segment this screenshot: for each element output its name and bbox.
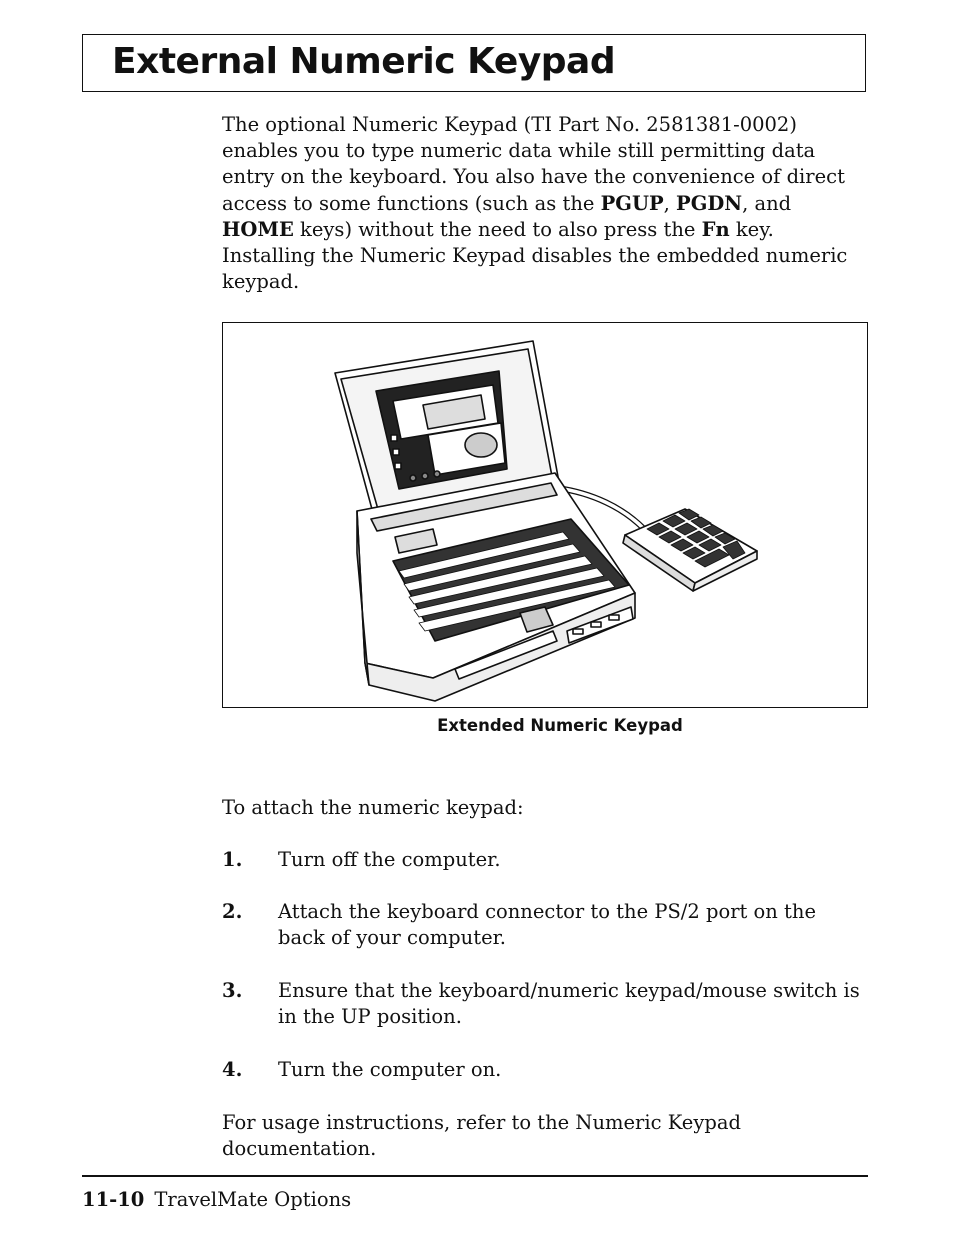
intro-text-4: keys) without the need to also press the [293,217,702,241]
intro-paragraph [222,112,868,295]
key-pgup: PGUP [600,191,664,215]
title-box [82,34,866,92]
intro-text-5: key. Installing the Numeric Keypad disables the embedded numeric keypad. [222,217,848,294]
footer-rule [82,1175,868,1177]
key-home: HOME [222,217,294,241]
step-text: Turn off the computer. [278,848,501,871]
laptop-with-external-keypad-illustration [223,323,867,707]
key-fn: Fn [701,217,730,241]
outro-paragraph: For usage instructions, refer to the Numeric Keypad documentation. [222,1111,741,1161]
attach-lead: To attach the numeric keypad: [222,796,524,819]
intro-text-2: , [663,191,677,215]
step-text: Turn the computer on. [278,1058,502,1081]
step-text: Attach the keyboard connector to the PS/2 port on the back of your computer. [278,900,816,950]
step-number: 2. [222,900,243,923]
figure-caption: Extended Numeric Keypad [437,716,683,735]
step-text: Ensure that the keyboard/numeric keypad/mouse switch is in the UP position. [278,979,860,1029]
figure-frame [222,322,868,708]
key-pgdn: PGDN [676,191,743,215]
intro-text-1: The optional Numeric Keypad (TI Part No. 2581381-0002) enables you to type numeric data while still permitting data entry on the keyboard. You also have the convenience of direct access to some functions (such as the [222,113,845,215]
step-number: 3. [222,979,243,1002]
page-number: 11-10 [82,1188,145,1211]
page-title: External Numeric Keypad [112,41,616,82]
page-footer [82,1188,351,1211]
step-number: 4. [222,1058,243,1081]
step-number: 1. [222,848,243,871]
intro-text-3: , and [742,191,792,215]
footer-section: TravelMate Options [154,1188,352,1211]
